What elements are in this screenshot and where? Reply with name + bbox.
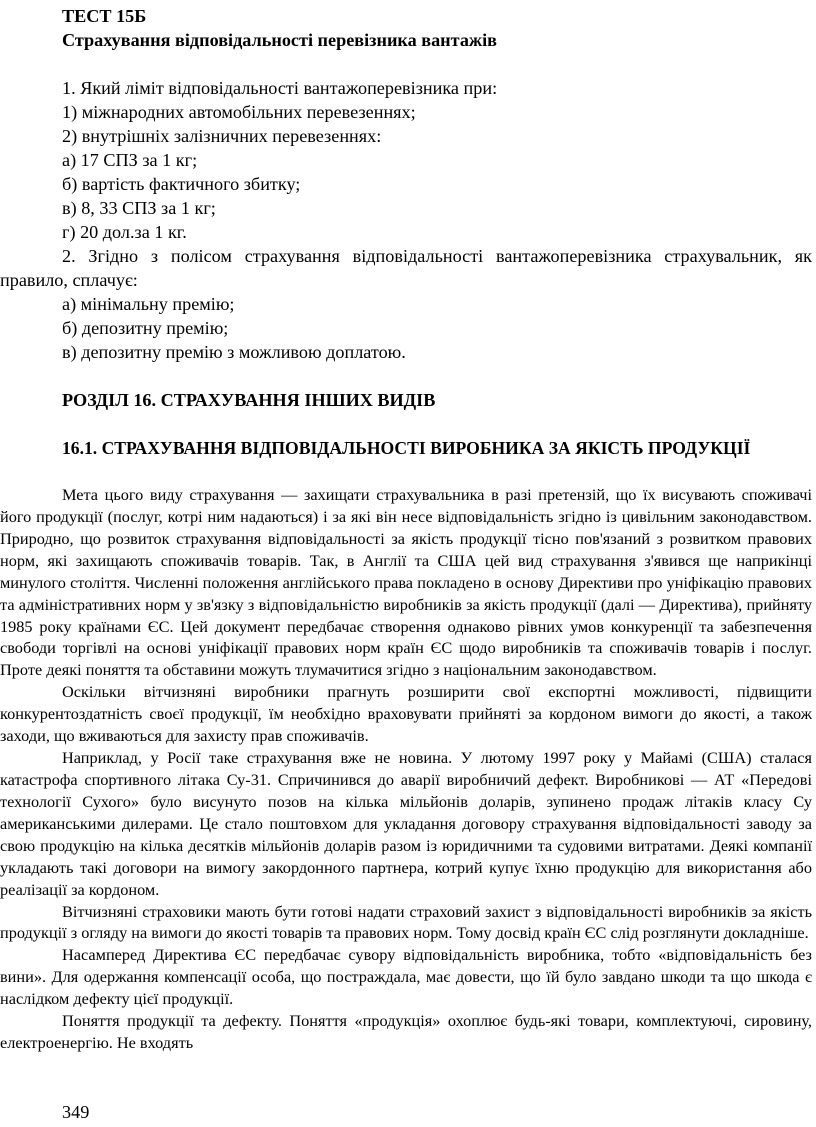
paragraph-6: Поняття продукції та дефекту. Поняття «продукція» охоплює будь-які товари, комплектуючі, сировину, електроенергію. Не входять [0, 1011, 812, 1053]
paragraph-5: Насамперед Директива ЄС передбачає сувору відповідальність виробника, тобто «відповідальність без вини». Для одержання компенсації особа, що постраждала, має довести, що їй було завдано шкоди та що шкода є наслідком дефекту цієї продукції. [0, 945, 812, 1009]
question-1-option-v: в) 8, 33 СПЗ за 1 кг; [62, 198, 216, 218]
question-2-option-b: б) депозитну премію; [62, 318, 229, 338]
subsection-title: 16.1. СТРАХУВАННЯ ВІДПОВІДАЛЬНОСТІ ВИРОБНИКА ЗА ЯКІСТЬ ПРОДУКЦІЇ [62, 438, 751, 458]
question-2-text: 2. Згідно з полісом страхування відповідальності вантажоперевізника страхувальник, як правило, сплачує: [0, 246, 812, 291]
section-title: РОЗДІЛ 16. СТРАХУВАННЯ ІНШИХ ВИДІВ [62, 390, 436, 410]
question-1-option-g: г) 20 дол.за 1 кг. [62, 222, 187, 242]
question-1-case-1: 1) міжнародних автомобільних перевезеннях; [62, 102, 416, 122]
paragraph-2: Оскільки вітчизняні виробники прагнуть розширити свої експортні можливості, підвищити конкурентоздатність своєї продукції, їм необхідно враховувати прийняті за кордоном вимоги до якості, а також заходи, що вживаються для захисту прав споживачів. [0, 682, 812, 746]
question-2-option-v: в) депозитну премію з можливою доплатою. [62, 342, 406, 362]
question-1-case-2: 2) внутрішніх залізничних перевезеннях: [62, 126, 382, 146]
test-subtitle: Страхування відповідальності перевізника вантажів [62, 30, 497, 50]
body-text [0, 484, 812, 1054]
page-number: 349 [62, 1102, 90, 1122]
paragraph-4: Вітчизняні страховики мають бути готові надати страховий захист з відповідальності виробників за якість продукції з огляду на вимоги до якості товарів та правових норм. Тому досвід країн ЄС слід розглянути докладніше. [0, 901, 812, 943]
paragraph-3: Наприклад, у Росії таке страхування вже не новина. У лютому 1997 року у Майамі (США) сталася катастрофа спортивного літака Су-31. Спричинився до аварії виробничий дефект. Виробникові — АТ «Передові технології Сухого» було висунуто позов на кілька мільйонів доларів, зупинено продаж літаків класу Су американськими дилерами. Це стало поштовхом для укладання договору страхування відповідальності заводу за свою продукцію на кілька десятків мільйонів доларів разом із юридичними та судовими витратами. Деякі компанії укладають такі договори на вимогу закордонного партнера, котрий купує їхню продукцію для використання або реалізації за кордоном. [0, 748, 812, 899]
question-1-option-a: а) 17 СПЗ за 1 кг; [62, 150, 198, 170]
paragraph-1: Мета цього виду страхування — захищати страхувальника в разі претензій, що їх висувають споживачі його продукції (послуг, котрі ним надаються) і за які він несе відповідальність згідно із цивільним законодавством. Природно, що розвиток страхування відповідальності за якість продукції тісно пов'язаний з розвитком правових норм, які захищають споживачів товарів. Так, в Англії та США цей вид страхування з'явився ще наприкінці минулого століття. Численні положення англійського права покладено в основу Директиви про уніфікацію правових та адміністративних норм у зв'язку з відповідальністю виробників за якість продукції (далі — Директива), прийняту 1985 року країнами ЄС. Цей документ передбачає створення однаково рівних умов конкуренції та забезпечення свободи торгівлі на основі уніфікації правових норм країн ЄС щодо виробників та споживачів товарів і послуг. Проте деякі поняття та обставини можуть тлумачитися згідно з національним законодавством. [0, 485, 812, 680]
question-2 [0, 244, 812, 292]
test-title: ТЕСТ 15Б [62, 6, 147, 26]
question-2-option-a: а) мінімальну премію; [62, 294, 235, 314]
question-1-option-b: б) вартість фактичного збитку; [62, 174, 301, 194]
question-1: 1. Який ліміт відповідальності вантажоперевізника при: [62, 78, 498, 98]
